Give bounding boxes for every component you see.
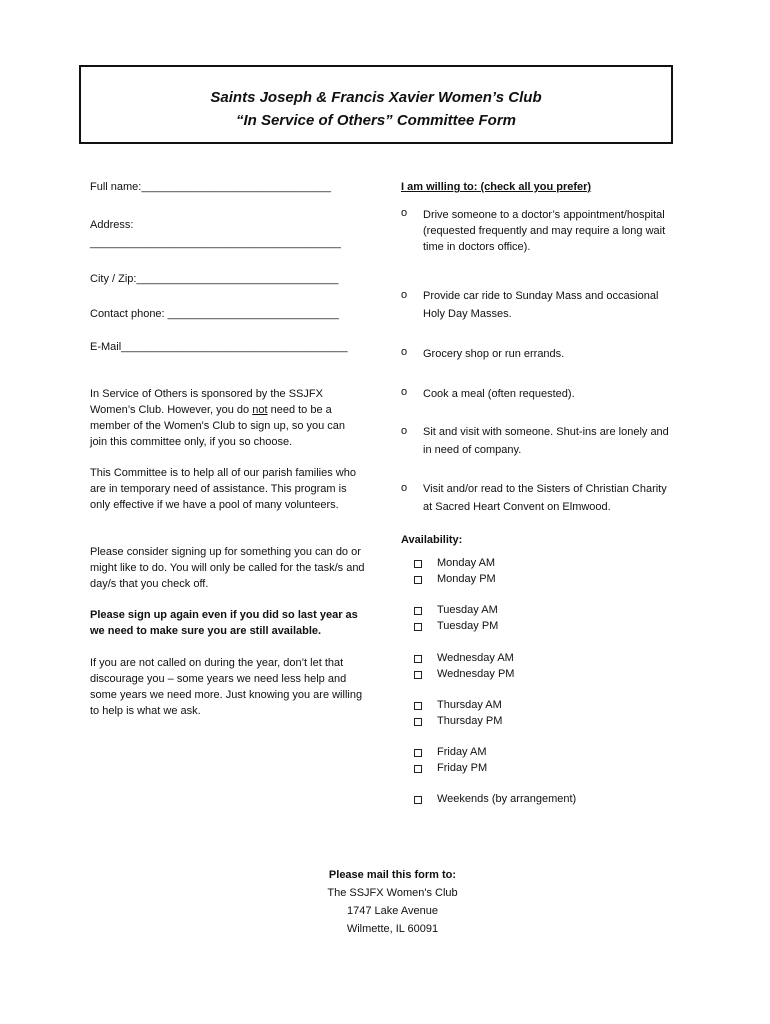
address-label: Address:: [90, 219, 134, 231]
day-monday-pm: Monday PM: [437, 573, 496, 585]
day-weekends: Weekends (by arrangement): [437, 793, 577, 805]
checkbox-friday-pm[interactable]: [414, 765, 422, 773]
willing-heading: I am willing to: (check all you prefer): [401, 181, 592, 193]
sponsor-text-not: not: [252, 404, 268, 416]
option-ride-mass: Provide car ride to Sunday Mass and occasional Holy Day Masses.: [423, 290, 659, 320]
sign-up-again-paragraph: Please sign up again even if you did so last year as we need to make sure you are still available.: [90, 609, 358, 637]
mail-recipient: The SSJFX Women's Club: [327, 887, 458, 899]
checkbox-thursday-pm[interactable]: [414, 718, 422, 726]
club-title: Saints Joseph & Francis Xavier Women’s Club: [210, 89, 542, 106]
day-monday-am: Monday AM: [437, 557, 496, 569]
option-radio-6[interactable]: o: [401, 482, 408, 494]
email-field[interactable]: E-Mail_____________________________________: [90, 341, 348, 353]
checkbox-friday-am[interactable]: [414, 749, 422, 757]
mail-heading: Please mail this form to:: [328, 869, 457, 881]
checkbox-thursday-am[interactable]: [414, 702, 422, 710]
checkbox-weekends[interactable]: [414, 796, 422, 804]
checkbox-tuesday-pm[interactable]: [414, 623, 422, 631]
purpose-paragraph: This Committee is to help all of our parish families who are in temporary need of assistance. This program is only effective if we have a pool of many volunteers.: [90, 467, 356, 511]
checkbox-wednesday-pm[interactable]: [414, 671, 422, 679]
full-name-field[interactable]: Full name:_______________________________: [90, 181, 332, 193]
day-friday-pm: Friday PM: [437, 762, 488, 774]
checkbox-wednesday-am[interactable]: [414, 655, 422, 663]
form-title: “In Service of Others” Committee Form: [235, 112, 517, 129]
mail-city: Wilmette, IL 60091: [346, 923, 439, 935]
day-thursday-am: Thursday AM: [437, 699, 502, 711]
availability-heading: Availability:: [401, 534, 463, 546]
address-field[interactable]: _________________________________________: [90, 237, 341, 249]
day-tuesday-am: Tuesday AM: [437, 604, 498, 616]
sponsor-text-b: need to be a member of the Women's Club to sign up, so you can join this committee only, if you so choose.: [90, 404, 346, 448]
day-friday-am: Friday AM: [437, 746, 487, 758]
option-sisters: Visit and/or read to the Sisters of Christian Charity at Sacred Heart Convent on Elmwood.: [423, 483, 667, 513]
day-wednesday-am: Wednesday AM: [437, 652, 514, 664]
encouragement-paragraph: If you are not called on during the year, don’t let that discourage you – some years we need less help and some years we need more. Just knowing you are willing to help is what we ask.: [90, 657, 363, 717]
checkbox-tuesday-am[interactable]: [414, 607, 422, 615]
mailing-address: [250, 866, 535, 938]
option-cook-meal: Cook a meal (often requested).: [423, 388, 575, 400]
option-drive-doctor: Drive someone to a doctor’s appointment/hospital (requested frequently and may require a long wait time in doctors office).: [423, 209, 666, 253]
checkbox-monday-pm[interactable]: [414, 576, 422, 584]
mail-street: 1747 Lake Avenue: [347, 905, 438, 917]
option-radio-4[interactable]: o: [401, 386, 408, 398]
option-radio-2[interactable]: o: [401, 289, 408, 301]
day-wednesday-pm: Wednesday PM: [437, 668, 515, 680]
option-radio-3[interactable]: o: [401, 346, 408, 358]
day-tuesday-pm: Tuesday PM: [437, 620, 499, 632]
city-zip-field[interactable]: City / Zip:_________________________________: [90, 273, 339, 285]
sponsor-paragraph: [90, 386, 365, 450]
day-thursday-pm: Thursday PM: [437, 715, 503, 727]
consider-paragraph: Please consider signing up for something you can do or might like to do. You will only be called for the task/s and day/s that you check off.: [90, 546, 365, 590]
option-visit: Sit and visit with someone. Shut-ins are lonely and in need of company.: [423, 426, 669, 456]
option-radio-5[interactable]: o: [401, 425, 408, 437]
option-grocery: Grocery shop or run errands.: [423, 348, 565, 360]
checkbox-monday-am[interactable]: [414, 560, 422, 568]
option-radio-1[interactable]: o: [401, 207, 408, 219]
sponsor-text-a: In Service of Others is sponsored by the SSJFX Women’s Club. However, you do: [90, 388, 323, 416]
contact-phone-field[interactable]: Contact phone: ____________________________: [90, 308, 339, 320]
form-title-box: [79, 65, 673, 144]
